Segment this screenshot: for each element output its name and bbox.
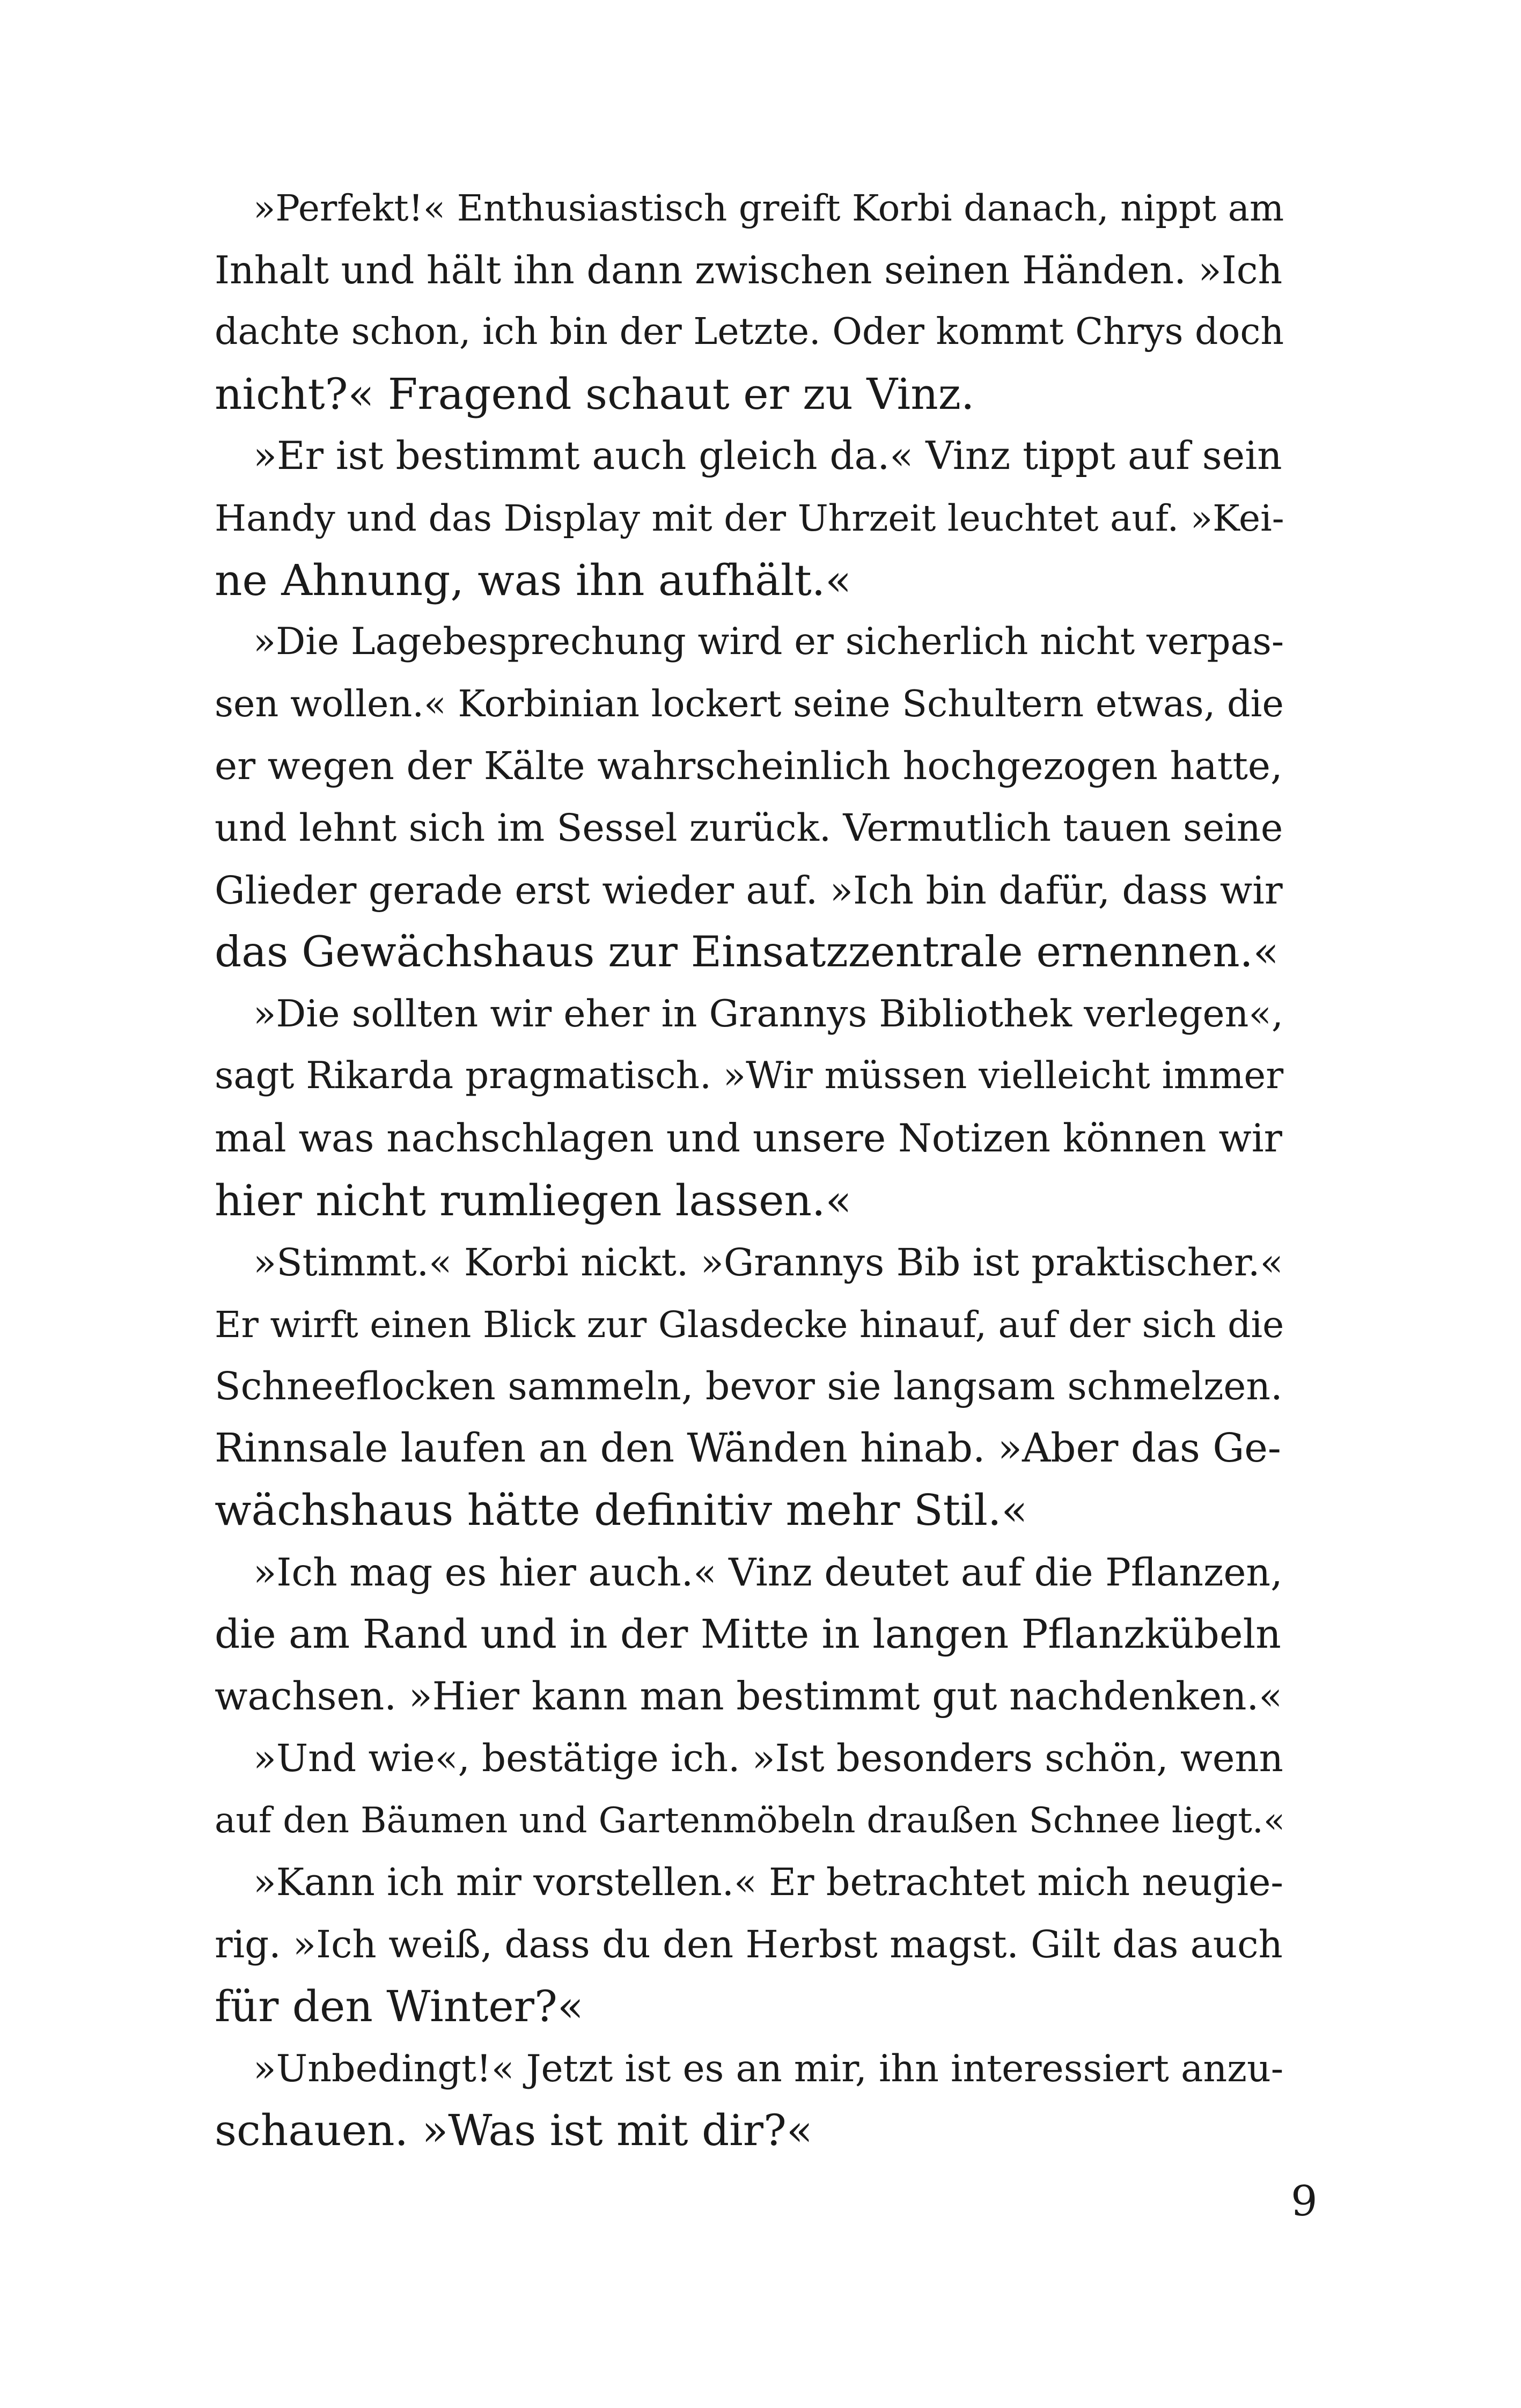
text-line: nicht?« Fragend schaut er zu Vinz. bbox=[215, 369, 975, 419]
text-line: und lehnt sich im Sessel zurück. Vermutlich tauen seine bbox=[215, 805, 1283, 850]
text-line: »Die Lagebesprechung wird er sicherlich nicht verpas- bbox=[253, 620, 1284, 664]
text-line: schauen. »Was ist mit dir?« bbox=[215, 2105, 813, 2156]
text-line: »Kann ich mir vorstellen.« Er betrachtet mich neugie- bbox=[253, 1861, 1283, 1905]
text-line: sagt Rikarda pragmatisch. »Wir müssen vielleicht immer bbox=[215, 1054, 1284, 1098]
book-page-body bbox=[215, 177, 1317, 2162]
text-line: für den Winter?« bbox=[215, 1981, 584, 2032]
text-line: »Die sollten wir eher in Grannys Bibliothek verlegen«, bbox=[253, 992, 1283, 1036]
paragraph bbox=[215, 1728, 1317, 1852]
text-line: Glieder gerade erst wieder auf. »Ich bin dafür, dass wir bbox=[215, 868, 1283, 913]
text-line: »Ich mag es hier auch.« Vinz deutet auf die Pflanzen, bbox=[253, 1550, 1283, 1595]
paragraph bbox=[215, 611, 1317, 983]
text-line: wachsen. »Hier kann man bestimmt gut nachdenken.« bbox=[215, 1673, 1283, 1719]
text-line: er wegen der Kälte wahrscheinlich hochgezogen hatte, bbox=[215, 744, 1283, 789]
text-line: die am Rand und in der Mitte in langen Pflanzkübeln bbox=[215, 1611, 1281, 1657]
text-line: »Er ist bestimmt auch gleich da.« Vinz tippt auf sein bbox=[253, 433, 1282, 479]
paragraph bbox=[215, 1541, 1317, 1728]
text-line: auf den Bäumen und Gartenmöbeln draußen Schnee liegt.« bbox=[215, 1800, 1285, 1841]
text-line: »Unbedingt!« Jetzt ist es an mir, ihn interessiert anzu- bbox=[253, 2046, 1284, 2090]
text-line: wächshaus hätte definitiv mehr Stil.« bbox=[215, 1485, 1028, 1536]
paragraph bbox=[215, 2038, 1317, 2162]
text-line: Rinnsale laufen an den Wänden hinab. »Aber das Ge- bbox=[215, 1425, 1281, 1471]
paragraph bbox=[215, 1231, 1317, 1541]
text-line: »Stimmt.« Korbi nickt. »Grannys Bib ist praktischer.« bbox=[253, 1240, 1283, 1285]
paragraph bbox=[215, 983, 1317, 1231]
text-line: Schneeflocken sammeln, bevor sie langsam schmelzen. bbox=[215, 1364, 1283, 1409]
text-line: Er wirft einen Blick zur Glasdecke hinauf, auf der sich die bbox=[215, 1303, 1284, 1346]
text-line: Handy und das Display mit der Uhrzeit leuchtet auf. »Kei- bbox=[215, 496, 1284, 539]
text-line: rig. »Ich weiß, dass du den Herbst magst. Gilt das auch bbox=[215, 1922, 1283, 1966]
paragraph bbox=[215, 177, 1317, 425]
page-number: 9 bbox=[1291, 2177, 1318, 2226]
paragraph bbox=[215, 1852, 1317, 2038]
paragraph bbox=[215, 425, 1317, 611]
text-line: mal was nachschlagen und unsere Notizen können wir bbox=[215, 1115, 1282, 1161]
text-line: dachte schon, ich bin der Letzte. Oder kommt Chrys doch bbox=[215, 311, 1284, 354]
text-line: »Und wie«, bestätige ich. »Ist besonders schön, wenn bbox=[253, 1736, 1283, 1780]
text-line: das Gewächshaus zur Einsatzzentrale ernennen.« bbox=[215, 927, 1279, 977]
text-line: »Perfekt!« Enthusiastisch greift Korbi danach, nippt am bbox=[253, 187, 1284, 229]
text-line: hier nicht rumliegen lassen.« bbox=[215, 1175, 852, 1225]
text-line: ne Ahnung, was ihn aufhält.« bbox=[215, 555, 852, 605]
text-line: Inhalt und hält ihn dann zwischen seinen Händen. »Ich bbox=[215, 247, 1283, 292]
text-line: sen wollen.« Korbinian lockert seine Schultern etwas, die bbox=[215, 682, 1284, 725]
